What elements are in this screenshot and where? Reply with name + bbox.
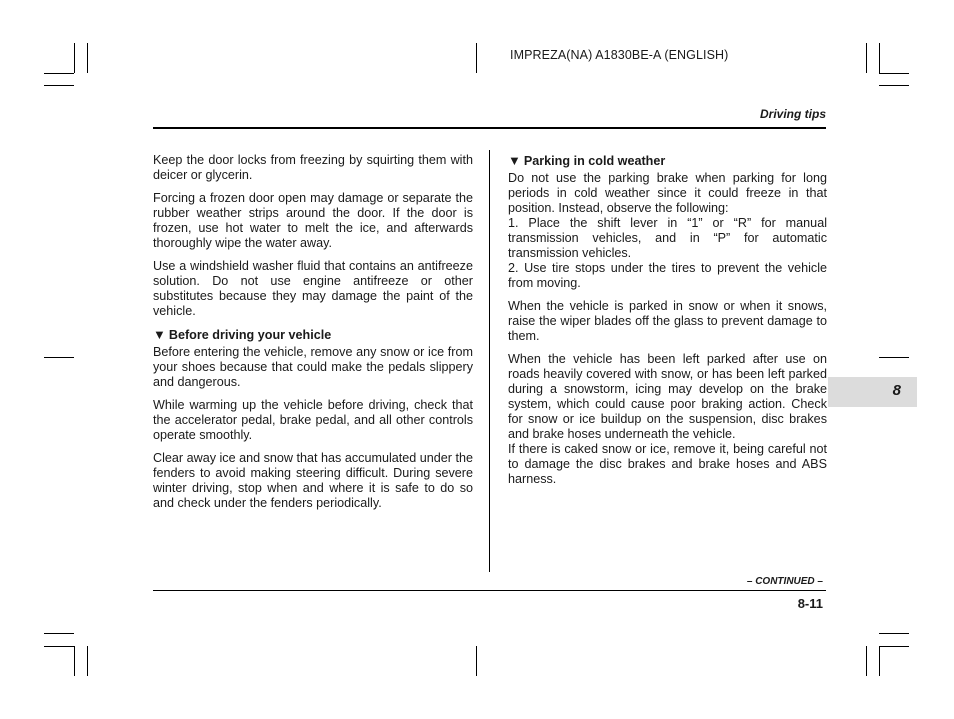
paragraph: If there is caked snow or ice, remove it, being careful not to damage the disc brakes and brake hoses and ABS harness.: [508, 442, 827, 486]
paragraph: Keep the door locks from freezing by squirting them with deicer or glycerin.: [153, 153, 473, 182]
paragraph: Before entering the vehicle, remove any snow or ice from your shoes because that could make the pedals slippery and dangerous.: [153, 345, 473, 389]
crop-mark: [87, 646, 88, 676]
crop-mark: [44, 73, 74, 74]
crop-mark: [74, 646, 75, 676]
paragraph: Forcing a frozen door open may damage or separate the rubber weather strips around the door. If the door is frozen, use hot water to melt the ice, and afterwards thoroughly wipe the water away.: [153, 191, 473, 250]
section-title: Driving tips: [759, 107, 826, 121]
continued-label: – CONTINUED –: [746, 576, 823, 587]
crop-mark: [879, 646, 909, 647]
chapter-tab: [828, 377, 917, 407]
right-column: [508, 153, 827, 495]
list-item: 2. Use tire stops under the tires to prevent the vehicle from moving.: [508, 261, 827, 290]
triangle-down-icon: ▼: [508, 153, 521, 168]
subheading-text: Before driving your vehicle: [168, 328, 332, 342]
document-code: IMPREZA(NA) A1830BE-A (ENGLISH): [510, 48, 729, 62]
footer-rule: [153, 590, 826, 591]
page-number: 8-11: [797, 596, 823, 611]
subheading-text: Parking in cold weather: [523, 154, 666, 168]
crop-mark: [476, 43, 477, 73]
crop-mark: [879, 646, 880, 676]
crop-mark: [87, 43, 88, 73]
paragraph: When the vehicle is parked in snow or when it snows, raise the wiper blades off the glass to prevent damage to them.: [508, 299, 827, 343]
crop-mark: [44, 85, 74, 86]
crop-mark: [866, 646, 867, 676]
header-rule: [153, 127, 826, 129]
crop-mark: [44, 646, 74, 647]
paragraph: Use a windshield washer fluid that contains an antifreeze solution. Do not use engine antifreeze or other substitutes because they may damage the paint of the vehicle.: [153, 259, 473, 318]
left-column: [153, 153, 473, 519]
subheading-before-driving: [153, 327, 473, 343]
crop-mark: [879, 633, 909, 634]
crop-mark: [866, 43, 867, 73]
paragraph: While warming up the vehicle before driving, check that the accelerator pedal, brake pedal, and all other controls operate smoothly.: [153, 398, 473, 442]
chapter-number: 8: [892, 382, 901, 399]
crop-mark: [476, 646, 477, 676]
crop-mark: [44, 633, 74, 634]
column-divider: [489, 150, 490, 572]
list-item: 1. Place the shift lever in “1” or “R” for manual transmission vehicles, and in “P” for automatic transmission vehicles.: [508, 216, 827, 260]
triangle-down-icon: ▼: [153, 327, 166, 342]
crop-mark: [879, 357, 909, 358]
subheading-parking-cold: [508, 153, 827, 169]
crop-mark: [879, 73, 909, 74]
crop-mark: [74, 43, 75, 73]
crop-mark: [879, 43, 880, 73]
paragraph: When the vehicle has been left parked after use on roads heavily covered with snow, or has been left parked during a snowstorm, icing may develop on the brake system, which could cause poor braking action. Check for snow or ice buildup on the suspension, disc brakes and brake hoses underneath the vehicle.: [508, 352, 827, 441]
crop-mark: [879, 85, 909, 86]
crop-mark: [44, 357, 74, 358]
paragraph: Clear away ice and snow that has accumulated under the fenders to avoid making steering difficult. During severe winter driving, stop when and where it is safe to do so and check under the fenders periodically.: [153, 451, 473, 510]
paragraph: Do not use the parking brake when parking for long periods in cold weather since it could freeze in that position. Instead, observe the following:: [508, 171, 827, 215]
